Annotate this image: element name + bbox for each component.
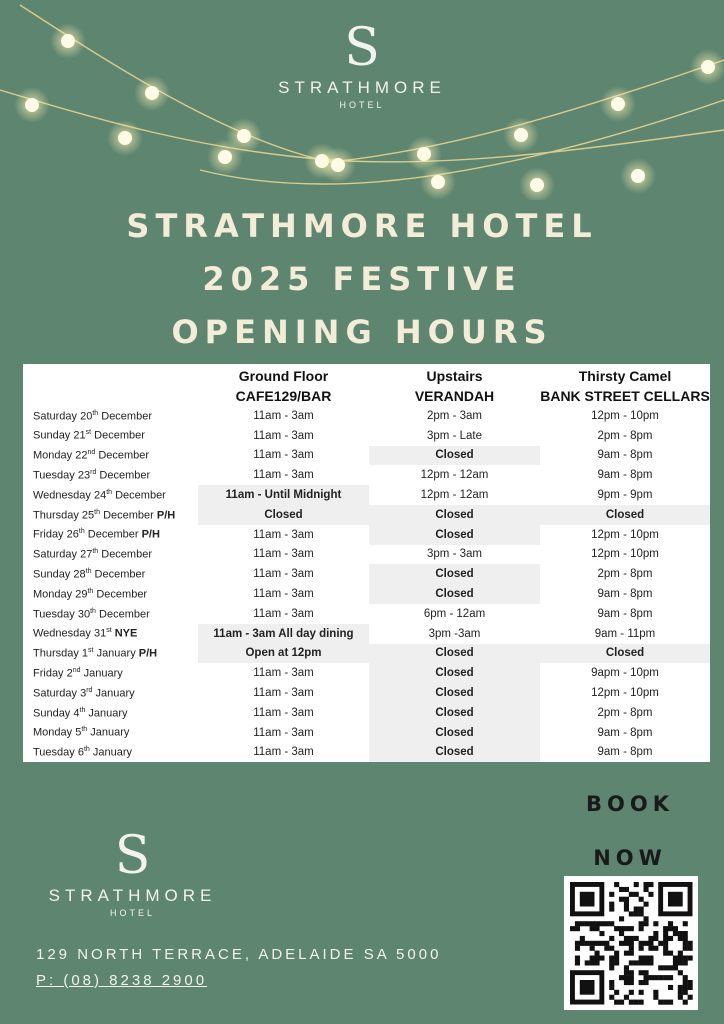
upstairs-hours: Closed [369, 525, 540, 545]
day-sup: th [90, 607, 96, 615]
day-month: January [83, 667, 123, 680]
header-upstairs: Upstairs [426, 368, 483, 384]
cellars-hours: 12pm - 10pm [591, 528, 659, 541]
table-row [23, 545, 710, 565]
day-label [23, 505, 198, 525]
day-num: 6 [77, 746, 84, 759]
header-cafe129-bar: CAFE129/BAR [235, 388, 332, 404]
upstairs-hours: 12pm - 12am [420, 489, 489, 502]
table-row [23, 584, 710, 604]
header-blank-2 [23, 386, 198, 406]
day-sup: th [92, 409, 99, 417]
table-row [23, 485, 710, 505]
day-weekday: Sunday [33, 430, 71, 443]
ground-floor-hours: Closed [198, 505, 369, 525]
day-label [23, 644, 198, 664]
day-weekday: Thursday [33, 509, 79, 522]
day-num: 24 [93, 489, 107, 502]
upstairs-hours: Closed [369, 723, 540, 743]
day-label [23, 406, 198, 426]
upstairs-hours: 12pm - 12am [420, 469, 489, 482]
day-num: 30 [77, 608, 91, 621]
day-label [23, 723, 198, 743]
day-num: 25 [81, 509, 95, 522]
ground-floor-hours: 11am - 3am [253, 449, 314, 462]
day-sup: th [85, 567, 92, 575]
day-label [23, 663, 198, 683]
ground-floor-hours: 11am - 3am [253, 726, 314, 739]
day-weekday: Monday [33, 726, 73, 739]
title-line-3: OPENING HOURS [171, 313, 553, 351]
day-sup: th [87, 587, 94, 595]
day-label [23, 465, 198, 485]
day-month: December [99, 469, 151, 482]
day-sup: st [106, 627, 112, 635]
table-row [23, 604, 710, 624]
day-month: December [94, 430, 145, 443]
day-label [23, 584, 198, 604]
day-weekday: Saturday [33, 548, 78, 561]
upstairs-hours: Closed [369, 743, 540, 763]
now-label: NOW [593, 846, 667, 870]
day-label [23, 564, 198, 584]
day-sup: th [78, 528, 85, 536]
day-sup: rd [90, 468, 97, 476]
title-line-2: 2025 FESTIVE [202, 260, 522, 298]
day-month: December [98, 449, 150, 462]
ground-floor-hours: 11am - 3am [253, 469, 314, 482]
ground-floor-hours: 11am - 3am [253, 746, 314, 759]
day-month: January [95, 687, 135, 700]
day-weekday: Tuesday [33, 746, 75, 759]
cellars-hours: 2pm - 8pm [597, 429, 653, 442]
logo-s-icon: S [344, 18, 380, 78]
book-label: BOOK [586, 792, 674, 816]
day-label [23, 604, 198, 624]
day-sup: nd [87, 449, 96, 457]
booking-qr-code[interactable] [564, 876, 698, 1010]
day-label [23, 446, 198, 466]
cellars-hours: 12pm - 10pm [591, 409, 659, 422]
day-sup: st [85, 429, 92, 437]
day-sup: nd [72, 666, 81, 674]
day-num: 21 [73, 430, 86, 443]
ground-floor-hours: 11am - 3am All day dining [198, 624, 369, 644]
header-verandah: VERANDAH [414, 388, 495, 404]
table-row [23, 663, 710, 683]
day-sup: th [81, 726, 88, 734]
day-num: 4 [73, 707, 80, 720]
day-num: 5 [75, 726, 82, 739]
upstairs-hours: Closed [369, 584, 540, 604]
header-blank [23, 364, 198, 386]
day-sup: rd [86, 686, 93, 694]
ground-floor-hours: 11am - 3am [253, 568, 314, 581]
phone-link[interactable]: P: (08) 8238 2900 [36, 972, 208, 989]
day-label [23, 525, 198, 545]
ground-floor-hours: Open at 12pm [198, 644, 369, 664]
cellars-hours: Closed [540, 505, 710, 525]
page-title [0, 200, 724, 359]
day-weekday: Friday [33, 529, 64, 541]
day-weekday: Saturday [33, 410, 78, 423]
ground-floor-hours: 11am - 3am [253, 429, 314, 442]
day-num: 3 [80, 687, 87, 700]
day-weekday: Monday [33, 588, 73, 601]
upstairs-hours: 2pm - 3am [427, 409, 482, 422]
upstairs-hours: 3pm - 3am [427, 548, 482, 561]
ground-floor-hours: 11am - 3am [253, 528, 314, 541]
cellars-hours: 12pm - 10pm [591, 687, 659, 700]
header-ground-floor: Ground Floor [238, 368, 329, 384]
day-month: December [115, 489, 166, 502]
cellars-hours: 9am - 8pm [597, 588, 653, 601]
day-note: NYE [114, 627, 138, 640]
cellars-hours: 9am - 8pm [597, 746, 653, 759]
day-num: 27 [80, 548, 93, 561]
day-month: January [92, 746, 133, 759]
cellars-hours: 2pm - 8pm [597, 706, 653, 719]
address: 129 NORTH TERRACE, ADELAIDE SA 5000 [36, 946, 442, 963]
day-note: P/H [141, 529, 160, 541]
day-month: December [87, 529, 139, 541]
logo-subtitle-bottom: HOTEL [109, 908, 155, 918]
opening-hours-table [23, 364, 710, 762]
day-sup: th [92, 548, 99, 556]
table-row [23, 446, 710, 466]
upstairs-hours: 3pm -3am [428, 627, 481, 640]
ground-floor-hours: 11am - 3am [253, 667, 314, 680]
ground-floor-hours: 11am - 3am [253, 687, 314, 700]
ground-floor-hours: 11am - 3am [253, 607, 314, 620]
cellars-hours: 2pm - 8pm [597, 568, 653, 581]
day-num: 29 [75, 588, 88, 601]
upstairs-hours: Closed [369, 663, 540, 683]
table-row [23, 723, 710, 743]
logo-wordmark-bottom: STRATHMORE [48, 886, 217, 905]
table-row [23, 743, 710, 763]
upstairs-hours: Closed [369, 683, 540, 703]
day-num: 28 [73, 568, 86, 581]
upstairs-hours: Closed [369, 644, 540, 664]
day-num: 26 [66, 529, 79, 541]
title-line-1: STRATHMORE HOTEL [126, 207, 598, 245]
day-label [23, 624, 198, 644]
hotel-logo-bottom [40, 828, 225, 918]
day-label [23, 545, 198, 565]
cellars-hours: 12pm - 10pm [591, 548, 659, 561]
day-sup: th [94, 508, 101, 516]
day-weekday: Thursday [33, 647, 79, 660]
table-row [23, 406, 710, 426]
cellars-hours: 9am - 8pm [597, 469, 653, 482]
cellars-hours: 9pm - 9pm [597, 489, 653, 502]
day-weekday: Sunday [33, 568, 71, 581]
table-row [23, 426, 710, 446]
day-label [23, 743, 198, 763]
cellars-hours: 9apm - 10pm [591, 667, 659, 680]
upstairs-hours: Closed [369, 703, 540, 723]
day-num: 31 [93, 627, 107, 640]
table-row [23, 624, 710, 644]
day-num: 1 [81, 647, 89, 660]
table-row [23, 465, 710, 485]
day-sup: th [79, 706, 86, 714]
day-month: December [99, 608, 150, 621]
cellars-hours: 9am - 8pm [597, 726, 653, 739]
day-num: 20 [80, 410, 93, 423]
ground-floor-hours: 11am - 3am [253, 548, 314, 561]
day-sup: th [83, 746, 90, 754]
upstairs-hours: 3pm - Late [427, 429, 482, 442]
table-row [23, 505, 710, 525]
day-num: 23 [77, 469, 91, 482]
ground-floor-hours: 11am - 3am [253, 706, 314, 719]
day-weekday: Sunday [33, 707, 71, 720]
cellars-hours: Closed [540, 644, 710, 664]
day-weekday: Monday [33, 449, 73, 462]
table-row [23, 683, 710, 703]
day-label [23, 703, 198, 723]
day-label [23, 485, 198, 505]
hours-table-body [23, 406, 710, 762]
ground-floor-hours: 11am - 3am [253, 588, 314, 601]
day-num: 22 [75, 449, 88, 462]
day-weekday: Tuesday [33, 469, 75, 482]
table-row [23, 644, 710, 664]
table-row [23, 703, 710, 723]
day-month: January [88, 707, 128, 720]
day-weekday: Tuesday [33, 608, 75, 621]
day-month: January [96, 647, 136, 660]
day-note: P/H [156, 509, 176, 522]
hotel-logo-top [0, 20, 724, 110]
header-bank-street-cellars: BANK STREET CELLARS [540, 388, 710, 404]
day-label [23, 683, 198, 703]
cellars-hours: 9am - 11pm [594, 627, 656, 640]
day-month: January [90, 726, 130, 739]
day-weekday: Saturday [33, 687, 78, 700]
day-weekday: Friday [33, 667, 64, 680]
cellars-hours: 9am - 8pm [597, 607, 653, 620]
day-num: 2 [66, 667, 73, 680]
ground-floor-hours: 11am - Until Midnight [198, 485, 369, 505]
qr-code-icon [564, 876, 698, 1010]
ground-floor-hours: 11am - 3am [253, 409, 314, 422]
day-sup: st [88, 647, 94, 655]
cellars-hours: 9am - 8pm [597, 449, 653, 462]
day-month: December [94, 568, 146, 581]
day-weekday: Wednesday [33, 489, 91, 502]
header-thirsty-camel: Thirsty Camel [578, 368, 672, 384]
table-row [23, 564, 710, 584]
logo-subtitle: HOTEL [339, 100, 385, 110]
upstairs-hours: Closed [369, 446, 540, 466]
day-note: P/H [138, 647, 158, 660]
day-month: December [101, 410, 152, 423]
logo-s-icon-bottom: S [114, 826, 151, 886]
day-label [23, 426, 198, 446]
day-sup: th [106, 488, 113, 496]
table-row [23, 525, 710, 545]
day-month: December [101, 548, 152, 561]
upstairs-hours: 6pm - 12am [423, 607, 486, 620]
day-month: December [96, 588, 148, 601]
upstairs-hours: Closed [369, 564, 540, 584]
upstairs-hours: Closed [369, 505, 540, 525]
logo-wordmark: STRATHMORE [278, 78, 446, 97]
day-month: December [103, 509, 154, 522]
day-weekday: Wednesday [33, 627, 91, 640]
